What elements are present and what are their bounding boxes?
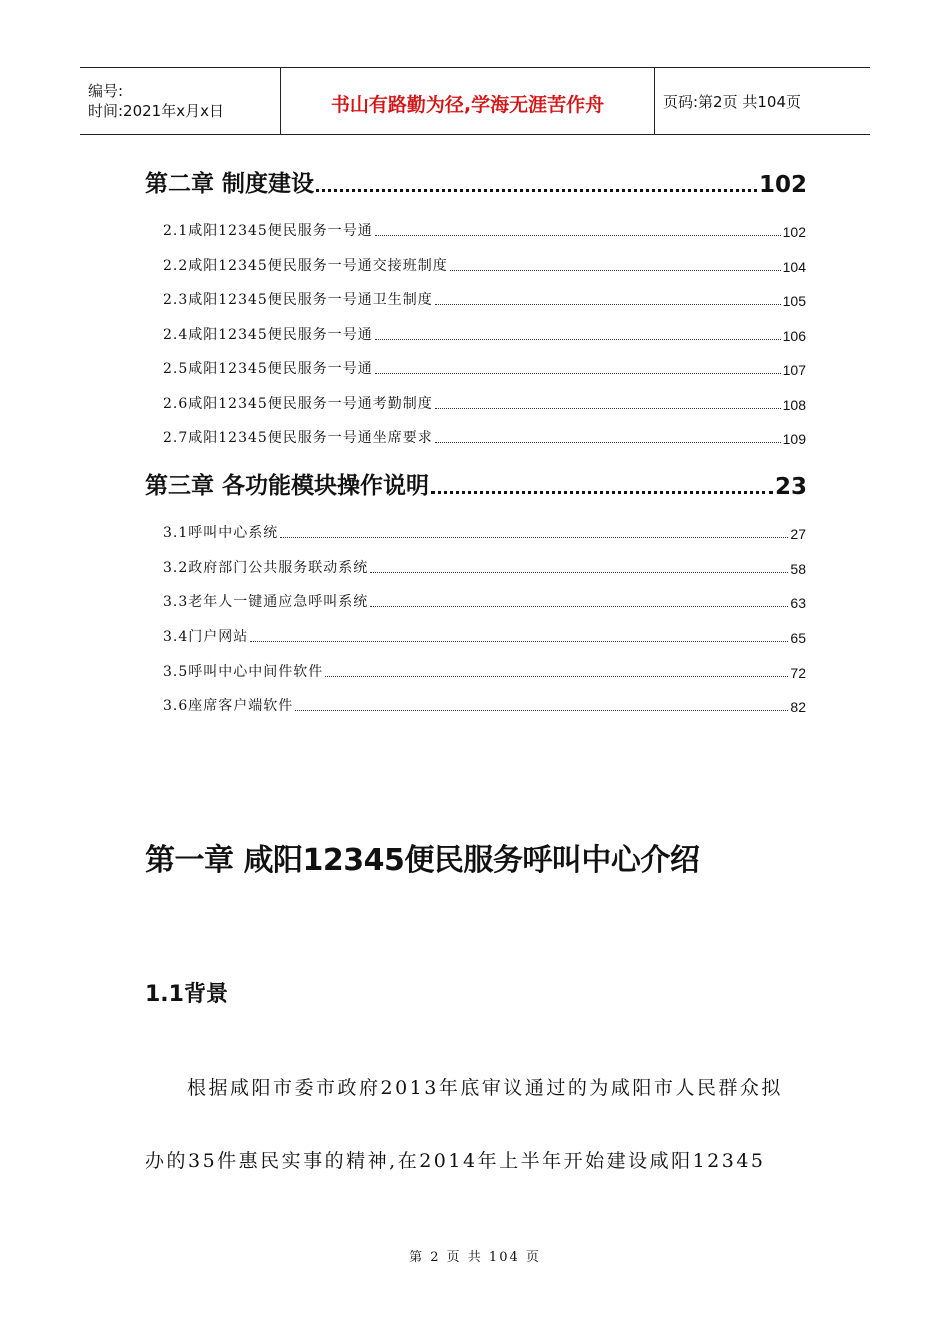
toc-item-page: 109: [782, 431, 806, 447]
toc-item[interactable]: [163, 427, 806, 447]
header-page-info: [655, 68, 870, 134]
motto-text: 书山有路勤为径,学海无涯苦作舟: [330, 93, 605, 116]
document-number-label: 编号:: [88, 82, 124, 100]
toc-item-title: 2.5咸阳12345便民服务一号通: [163, 361, 373, 377]
section-1-1-heading: 1.1背景: [145, 982, 228, 1007]
toc-leader: [450, 269, 781, 271]
toc-item-page: 105: [782, 293, 806, 309]
toc-item-page: 102: [782, 224, 806, 240]
page-footer: 第 2 页 共 104 页: [409, 1250, 541, 1265]
toc-item-title: 3.1呼叫中心系统: [163, 525, 279, 541]
page-info-text: 页码:第2页 共104页: [663, 92, 801, 111]
toc-leader: [375, 338, 781, 340]
chapter-1-heading: 第一章 咸阳12345便民服务呼叫中心介绍: [145, 843, 700, 878]
toc-item-page: 108: [782, 397, 806, 413]
toc-item-page: 82: [790, 699, 806, 715]
toc-item-title: 2.6咸阳12345便民服务一号通考勤制度: [163, 396, 433, 412]
toc-chapter-page: 23: [774, 474, 807, 500]
body-paragraph-line-1: 根据咸阳市委市政府2013年底审议通过的为咸阳市人民群众拟: [187, 1077, 783, 1099]
toc-leader: [325, 675, 788, 677]
toc-item-title: 3.4门户网站: [163, 629, 249, 645]
toc-item[interactable]: [163, 695, 806, 715]
toc-item-title: 3.2政府部门公共服务联动系统: [163, 560, 369, 576]
toc-item[interactable]: [163, 358, 806, 378]
toc-leader: [280, 536, 788, 538]
toc-chapter-title: 第二章 制度建设: [145, 171, 315, 197]
toc-chapter-page: 102: [758, 172, 807, 198]
toc-item-title: 2.1咸阳12345便民服务一号通: [163, 223, 373, 239]
toc-leader: [370, 571, 788, 573]
toc-leader: [250, 640, 788, 642]
toc-leader: [435, 441, 781, 443]
toc-item[interactable]: [163, 661, 806, 681]
toc-item-title: 2.4咸阳12345便民服务一号通: [163, 327, 373, 343]
toc-item[interactable]: [163, 591, 806, 611]
toc-item-page: 58: [790, 561, 806, 577]
toc-item[interactable]: [163, 324, 806, 344]
toc-item[interactable]: [163, 626, 806, 646]
toc-item-title: 2.2咸阳12345便民服务一号通交接班制度: [163, 258, 448, 274]
toc-item-page: 104: [782, 259, 806, 275]
toc-chapter-3[interactable]: [145, 470, 807, 500]
toc-item-page: 106: [782, 328, 806, 344]
toc-chapter-2[interactable]: [145, 168, 807, 198]
toc-item-page: 27: [790, 526, 806, 542]
document-date: 时间:2021年x月x日: [88, 102, 224, 120]
page-header: [80, 67, 870, 135]
toc-item-title: 3.3老年人一键通应急呼叫系统: [163, 594, 369, 610]
toc-item-title: 3.5呼叫中心中间件软件: [163, 664, 324, 680]
toc-leader: [375, 234, 781, 236]
toc-item-page: 63: [790, 595, 806, 611]
toc-leader: [431, 490, 773, 494]
header-motto: [281, 68, 655, 134]
body-paragraph-line-2: 办的35件惠民实事的精神,在2014年上半年开始建设咸阳12345: [145, 1150, 766, 1172]
header-meta: [80, 68, 281, 134]
toc-leader: [435, 303, 781, 305]
toc-leader: [375, 372, 781, 374]
toc-item-title: 2.3咸阳12345便民服务一号通卫生制度: [163, 292, 433, 308]
toc-leader: [295, 709, 788, 711]
toc-item[interactable]: [163, 522, 806, 542]
toc-item[interactable]: [163, 220, 806, 240]
toc-item-title: 3.6座席客户端软件: [163, 698, 294, 714]
toc-leader: [316, 188, 757, 192]
toc-item-title: 2.7咸阳12345便民服务一号通坐席要求: [163, 430, 433, 446]
toc-item-page: 65: [790, 630, 806, 646]
toc-item[interactable]: [163, 393, 806, 413]
toc-item[interactable]: [163, 255, 806, 275]
toc-item[interactable]: [163, 289, 806, 309]
toc-leader: [435, 407, 781, 409]
toc-item-page: 107: [782, 362, 806, 378]
toc-leader: [370, 605, 788, 607]
toc-chapter-title: 第三章 各功能模块操作说明: [145, 473, 430, 499]
toc-item[interactable]: [163, 557, 806, 577]
toc-item-page: 72: [790, 665, 806, 681]
